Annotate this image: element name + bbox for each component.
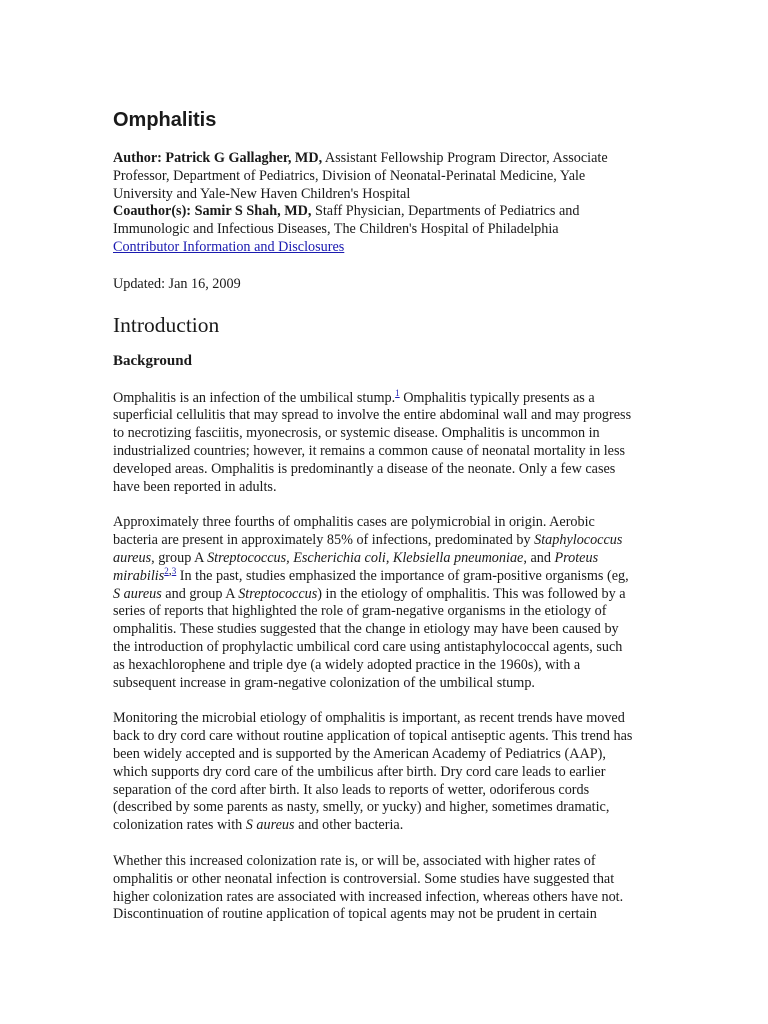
paragraph-2: Approximately three fourths of omphalitis cases are polymicrobial in origin. Aerobic bacteria are present in approximately 85% of infections, predominated by Staphylococcus aureus, group A Streptococcus, Escherichia coli, Klebsiella pneumoniae, and Proteus mirabilis$^{2,3}$ In the past, studies emphasized the importance of gram-positive organisms (eg, S aureus and group A Streptococcus) in the etiology of omphalitis. This was followed by a series of reports that highlighted the role of gram-negative organisms in the etiology of omphalitis. These studies suggested that the change in etiology may have been caused by the introduction of prophylactic umbilical cord care using antistaphylococcal agents, such as hexachlorophene and triple dye (a widely adopted practice in the 1960s), with a subsequent increase in gram-negative colonization of the umbilical stump.	[113, 514, 629, 691]
paragraph-1-text-cont: Omphalitis typically presents as a superficial cellulitis that may spread to involve the entire abdominal wall and may progress to necrotizing fasciitis, myonecrosis, or systemic disease. Omphalitis is uncommon in industrialized countries; however, it remains a common cause of neonatal mortality in less developed areas. Omphalitis is predominantly a disease of the neonate. Only a few cases have been reported in adults.	[113, 389, 632, 495]
paragraph-2-text: , and	[523, 549, 555, 566]
article-title: Omphalitis	[113, 109, 217, 131]
organism-name: S aureus	[113, 585, 162, 602]
paragraph-1	[113, 387, 633, 497]
author-block	[113, 150, 633, 257]
paragraph-3	[113, 710, 633, 835]
article-body	[113, 108, 633, 924]
organism-name: Proteus mirabilis	[113, 549, 599, 584]
contributor-disclosures-link[interactable]: Contributor Information and Disclosures	[113, 238, 345, 255]
coauthor-affiliation: Staff Physician, Departments of Pediatrics and Immunologic and Infectious Diseases, The Children's Hospital of Philadelphia	[113, 203, 580, 238]
organism-name: Staphylococcus aureus	[113, 532, 623, 566]
organism-names: Streptococcus, Escherichia coli, Klebsiella pneumoniae	[207, 549, 524, 566]
paragraph-2-text: , group A	[151, 549, 208, 566]
paragraph-2-text: In the past, studies emphasized the importance of gram-positive organisms (eg,	[176, 567, 629, 584]
subheading-background: Background	[113, 352, 192, 369]
paragraph-1-text: Omphalitis is an infection of the umbilical stump.	[113, 389, 396, 406]
organism-name: Streptococcus	[238, 585, 318, 602]
paragraph-3-text: and other bacteria.	[294, 817, 404, 834]
author-label: Author: Patrick G Gallagher, MD,	[113, 150, 323, 166]
paragraph-4-text: Whether this increased colonization rate is, or will be, associated with higher rates of omphalitis or other neonatal infection is controversial. Some studies have suggested that higher colonization rates are associated with increased infection, whereas others have not. Discontinuation of routine application of topical agents may not be prudent in certain	[113, 852, 624, 923]
reference-link-3[interactable]: 3	[171, 566, 177, 577]
paragraph-4	[113, 853, 633, 924]
paragraph-2-text: ) in the etiology of omphalitis. This was followed by a series of reports that highlighted the role of gram-negative organisms in the etiology of omphalitis. These studies suggested that the change in etiology may have been caused by the introduction of prophylactic umbilical cord care using antistaphylococcal agents, such as hexachlorophene and triple dye (a widely adopted practice in the 1960s), with a subsequent increase in gram-negative colonization of the umbilical stump.	[113, 585, 626, 691]
organism-name: S aureus	[245, 817, 295, 834]
coauthor-label: Coauthor(s): Samir S Shah, MD,	[113, 203, 312, 220]
section-heading-introduction: Introduction	[113, 312, 220, 337]
paragraph-2-text: Approximately three fourths of omphalitis cases are polymicrobial in origin. Aerobic bacteria are present in approximately 85% of infections, predominated by	[113, 514, 595, 549]
paragraph-2-text: and group A	[161, 585, 239, 602]
updated-date: Updated: Jan 16, 2009	[113, 275, 241, 292]
author-affiliation: Assistant Fellowship Program Director, Associate Professor, Department of Pediatrics, Division of Neonatal-Perinatal Medicine, Yale University and Yale-New Haven Children's Hospital	[113, 150, 608, 202]
reference-link-2[interactable]: 2	[164, 566, 169, 577]
reference-link-1[interactable]: 1	[395, 387, 400, 398]
paragraph-3-text: Monitoring the microbial etiology of omphalitis is important, as recent trends have moved back to dry cord care without routine application of topical antiseptic agents. This trend has been widely accepted and is supported by the American Academy of Pediatrics (AAP), which supports dry cord care of the umbilicus after birth. Dry cord care leads to earlier separation of the cord after birth. It also leads to reports of wetter, odoriferous cords (described by some parents as nasty, smelly, or yucky) and higher, sometimes dramatic, colonization rates with	[113, 710, 633, 834]
